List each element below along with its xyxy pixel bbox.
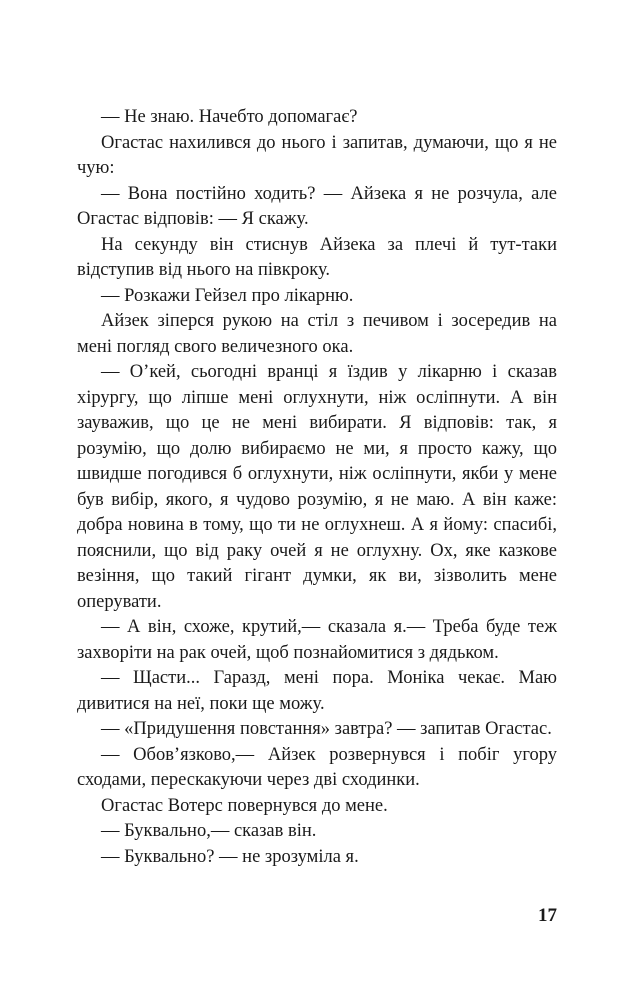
paragraph-4: На секунду він стиснув Айзека за плечі й тут-таки відступив від нього на півкроку.: [77, 234, 557, 280]
body-text: [77, 105, 557, 870]
paragraph-13: — Буквально,— сказав він.: [101, 821, 317, 841]
paragraph-2: Огастас нахилився до нього і запитав, думаючи, що я не чую:: [77, 132, 557, 178]
paragraph-8: — А він, схоже, крутий,— сказала я.— Треба буде теж захворіти на рак очей, щоб познайомитися з дядьком.: [77, 617, 557, 663]
paragraph-11: — Обов’язково,— Айзек розвернувся і побіг угору сходами, перескакуючи через дві сходинки.: [77, 744, 557, 790]
paragraph-7: — О’кей, сьогодні вранці я їздив у лікарню і сказав хірургу, що ліпше мені оглухнути, ніж осліпнути. А він зауважив, що це не мені вибирати. Я відповів: так, я розумію, що долю вибираємо не ми, я просто кажу, що швидше погодився б оглухнути, ніж осліпнути, якби у мене був вибір, якого, я чудово розумію, я не маю. А він каже: добра новина в тому, що ти не оглухнеш. А я йому: спасибі, пояснили, що від раку очей я не оглухну. Ох, яке казкове везіння, що такий гігант думки, як ви, зізволить мене оперувати.: [77, 362, 557, 612]
paragraph-5: — Розкажи Гейзел про лікарню.: [101, 285, 354, 306]
paragraph-3: — Вона постійно ходить? — Айзека я не розчула, але Огастас відповів: — Я скажу.: [77, 183, 557, 229]
page-number: 17: [538, 905, 557, 926]
paragraph-9: — Щасти... Гаразд, мені пора. Моніка чекає. Маю дивитися на неї, поки ще можу.: [77, 668, 557, 714]
paragraph-12: Огастас Вотерс повернувся до мене.: [101, 795, 388, 816]
paragraph-14: — Буквально? — не зрозуміла я.: [101, 846, 359, 867]
paragraph-1: — Не знаю. Начебто допомагає?: [101, 107, 358, 127]
paragraph-10: — «Придушення повстання» завтра? — запитав Огастас.: [101, 719, 552, 739]
paragraph-6: Айзек зіперся рукою на стіл з печивом і зосередив на мені погляд свого величезного ока.: [77, 311, 557, 357]
